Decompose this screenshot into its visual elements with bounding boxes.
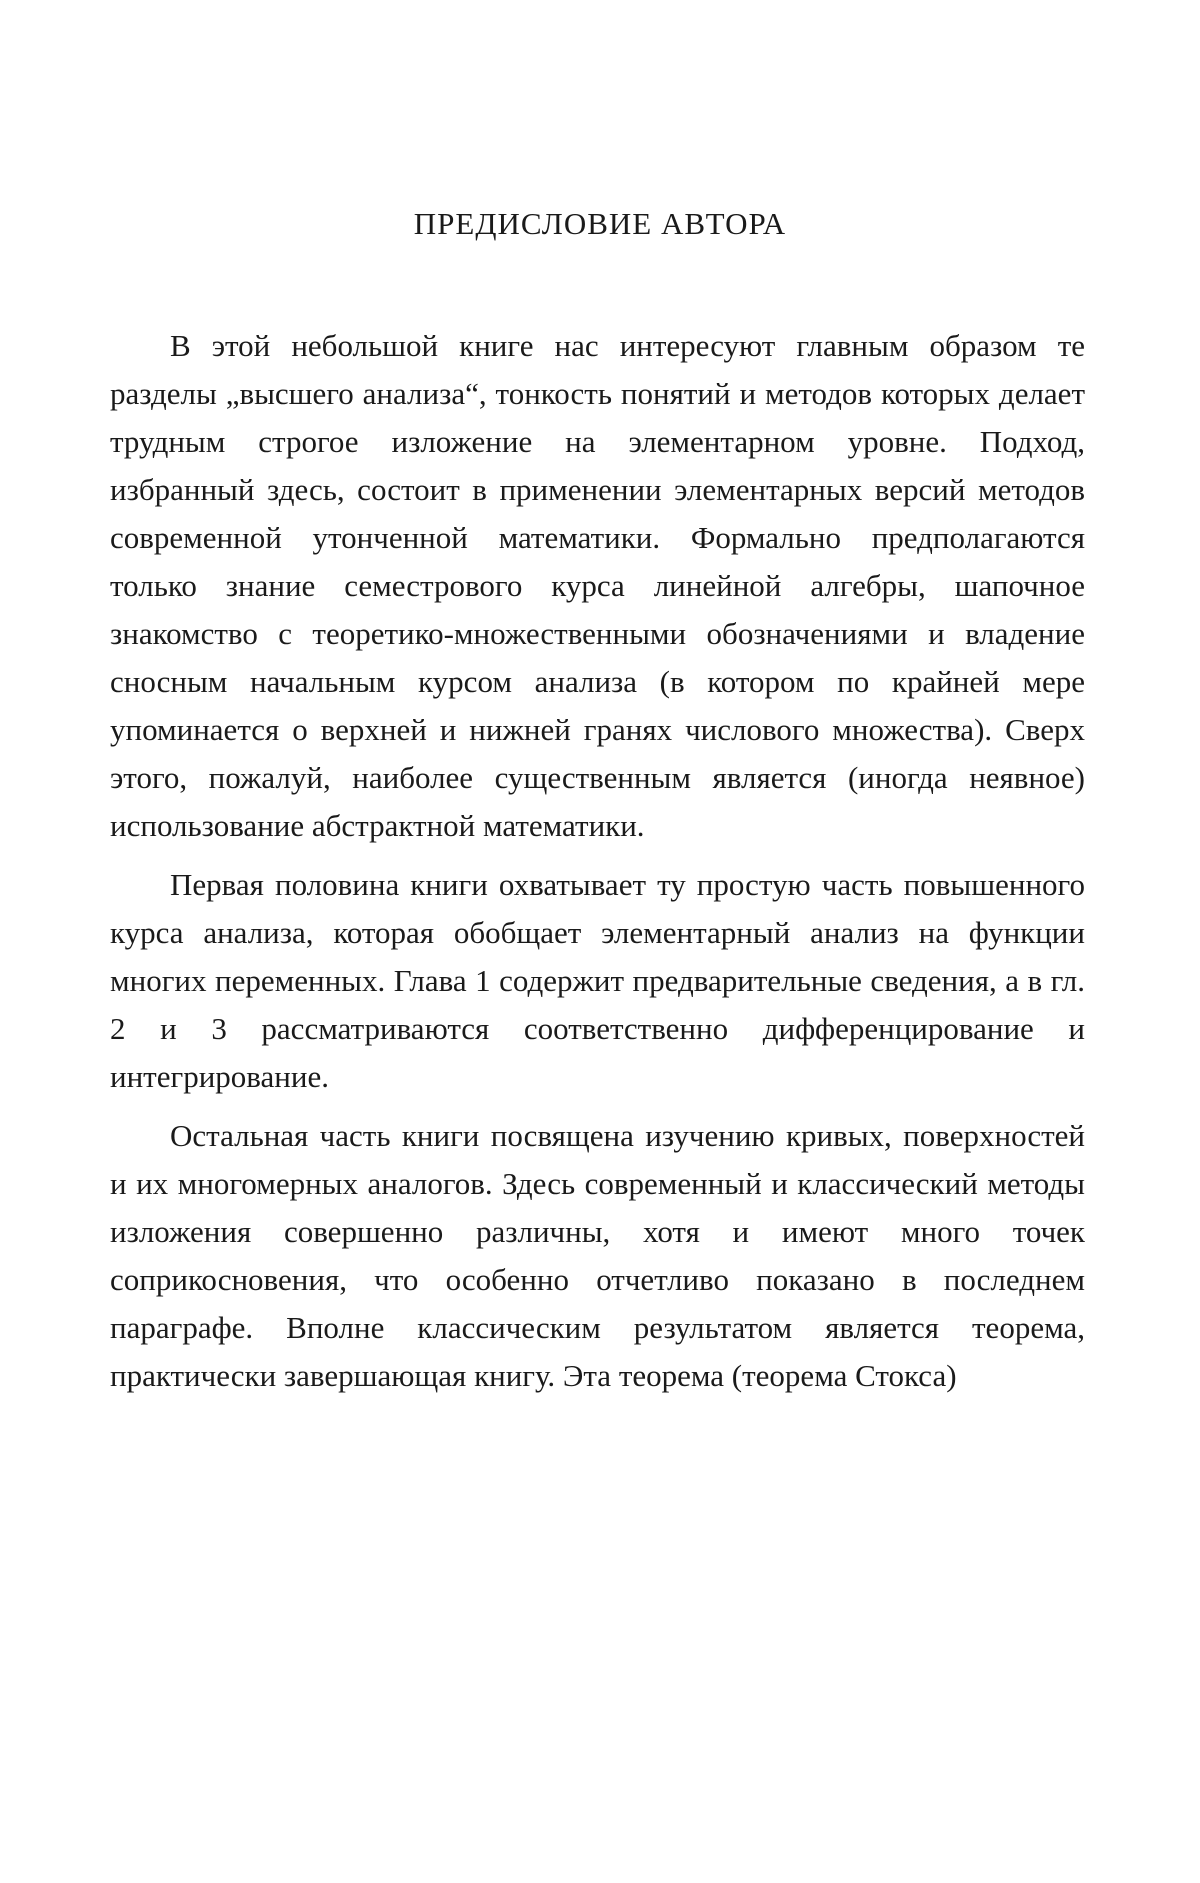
paragraph-1: В этой небольшой книге нас интересуют главным образом те разделы „высшего анализа“, тонкость понятий и методов которых делает трудным строгое изложение на элементарном уровне. Подход, избранный здесь, состоит в применении элементарных версий методов современной утонченной математики. Формально предполагаются только знание семестрового курса линейной алгебры, шапочное знакомство с теоретико-множественными обозначениями и владение сносным начальным курсом анализа (в котором по крайней мере упоминается о верхней и нижней гранях числового множества). Сверх этого, пожалуй, наиболее существенным является (иногда неявное) использование абстрактной математики. (110, 328, 1085, 843)
paragraph-2: Первая половина книги охватывает ту простую часть повышенного курса анализа, которая обобщает элементарный анализ на функции многих переменных. Глава 1 содержит предварительные сведения, а в гл. 2 и 3 рассматриваются соответственно дифференцирование и интегрирование. (110, 867, 1085, 1094)
preface-body (110, 322, 1085, 1411)
paragraph-3: Остальная часть книги посвящена изучению кривых, поверхностей и их многомерных аналогов. Здесь современный и классический методы изложения совершенно различны, хотя и имеют много точек соприкосновения, что особенно отчетливо показано в последнем параграфе. Вполне классическим результатом является теорема, практически завершающая книгу. Эта теорема (теорема Стокса) (110, 1118, 1085, 1393)
page-title: ПРЕДИСЛОВИЕ АВТОРА (413, 206, 787, 241)
